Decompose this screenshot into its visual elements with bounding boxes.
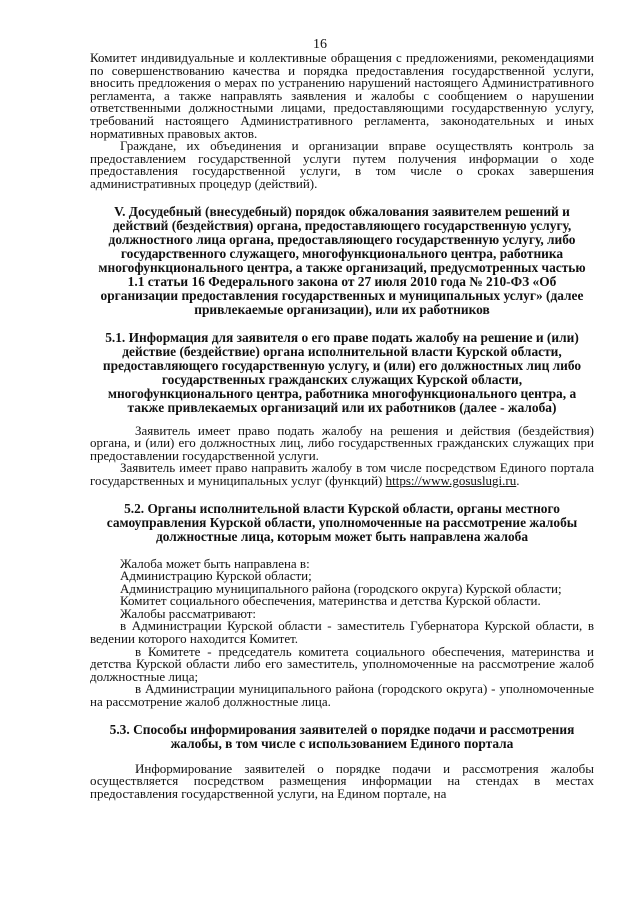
list-item: Комитет социального обеспечения, материнства и детства Курской области.: [120, 593, 541, 609]
paragraph-informing-methods: Информирование заявителей о порядке подачи и рассмотрения жалобы осуществляется посредством размещения информации на стендах в местах предоставления государственной услуги, на Едином портале, на: [90, 760, 594, 801]
paragraph-committee-appeals: Комитет индивидуальные и коллективные обращения с предложениями, рекомендациями по совершенствованию качества и порядка предоставления государственной услуги, вносить предложения о мерах по устранению нарушений настоящего Административного регламента, а также направлять заявления и жалобы с сообщением о нарушении ответственными должностными лицами, предоставляющими государственную услугу, требований настоящего Административного регламента, законодательных и иных нормативных правовых актов.: [90, 50, 594, 141]
list-item: Жалобы рассматривают:: [120, 605, 257, 621]
section-5-title: [90, 205, 594, 317]
list-item: Администрацию Курской области;: [120, 568, 312, 584]
subsection-5-1-title: 5.1. Информация для заявителя о его праве подать жалобу на решение и (или) действие (бездействие) органа исполнительной власти Курской области, предоставляющего государственную услугу, и (или) его должностных лиц либо государственных гражданских служащих Курской области, многофункционального центра, работника многофункционального центра, а также привлекаемых организаций или их работников (далее - жалоба): [102, 329, 582, 415]
paragraph-portal-complaint: [90, 462, 594, 487]
list-item: Жалоба может быть направлена в:: [120, 555, 310, 571]
section-5-title-text: V. Досудебный (внесудебный) порядок обжалования заявителем решений и действий (бездействия) органа, предоставляющего государственную услугу, должностного лица органа, предоставляющего государственную услугу, либо государственного служащего, многофункционального центра, работника многофункционального центра, а также организаций, предусмотренных частью 1.1 статьи 16 Федерального закона от 27 июля 2010 года № 210-ФЗ «Об организации предоставления государственных и муниципальных услуг» (далее привлекаемые организации), или их работников: [98, 203, 586, 317]
subsection-5-3-title: 5.3. Способы информирования заявителей о порядке подачи и рассмотрения жалобы, в том числе с использованием Единого портала: [109, 721, 575, 751]
portal-complaint-text: Заявитель имеет право направить жалобу в том числе посредством Единого портала государственных и муниципальных услуг (функций): [90, 460, 594, 488]
portal-complaint-end: .: [516, 472, 520, 488]
document-body: [90, 52, 594, 800]
complaint-recipients-list: [90, 555, 594, 710]
gosuslugi-link[interactable]: https://www.gosuslugi.ru: [385, 472, 517, 488]
list-item: в Администрации муниципального района (городского округа) - уполномоченные на рассмотрение жалоб должностные лица.: [90, 681, 594, 710]
subsection-5-2-title: 5.2. Органы исполнительной власти Курской области, органы местного самоуправления Курской области, уполномоченные на рассмотрение жалобы должностные лица, которым может быть направлена жалоба: [106, 500, 578, 544]
paragraph-citizens-control: Граждане, их объединения и организации вправе осуществлять контроль за предоставлением государственной услуги путем получения информации о ходе предоставления государственной услуги, в том числе о сроках завершения административных процедур (действий).: [90, 138, 594, 191]
list-item: в Комитете - председатель комитета социального обеспечения, материнства и детства Курской области либо его заместитель, уполномоченные на рассмотрение жалоб должностные лица;: [90, 643, 594, 684]
list-item: в Администрации Курской области - заместитель Губернатора Курской области, в ведении которого находится Комитет.: [90, 618, 594, 647]
paragraph-right-to-complain: Заявитель имеет право подать жалобу на решения и действия (бездействия) органа, и (или) его должностных лиц, либо государственных гражданских служащих при предоставлении государственной услуги.: [90, 422, 594, 463]
list-item: Администрацию муниципального района (городского округа) Курской области;: [120, 580, 562, 596]
page-number: 16: [313, 37, 327, 52]
